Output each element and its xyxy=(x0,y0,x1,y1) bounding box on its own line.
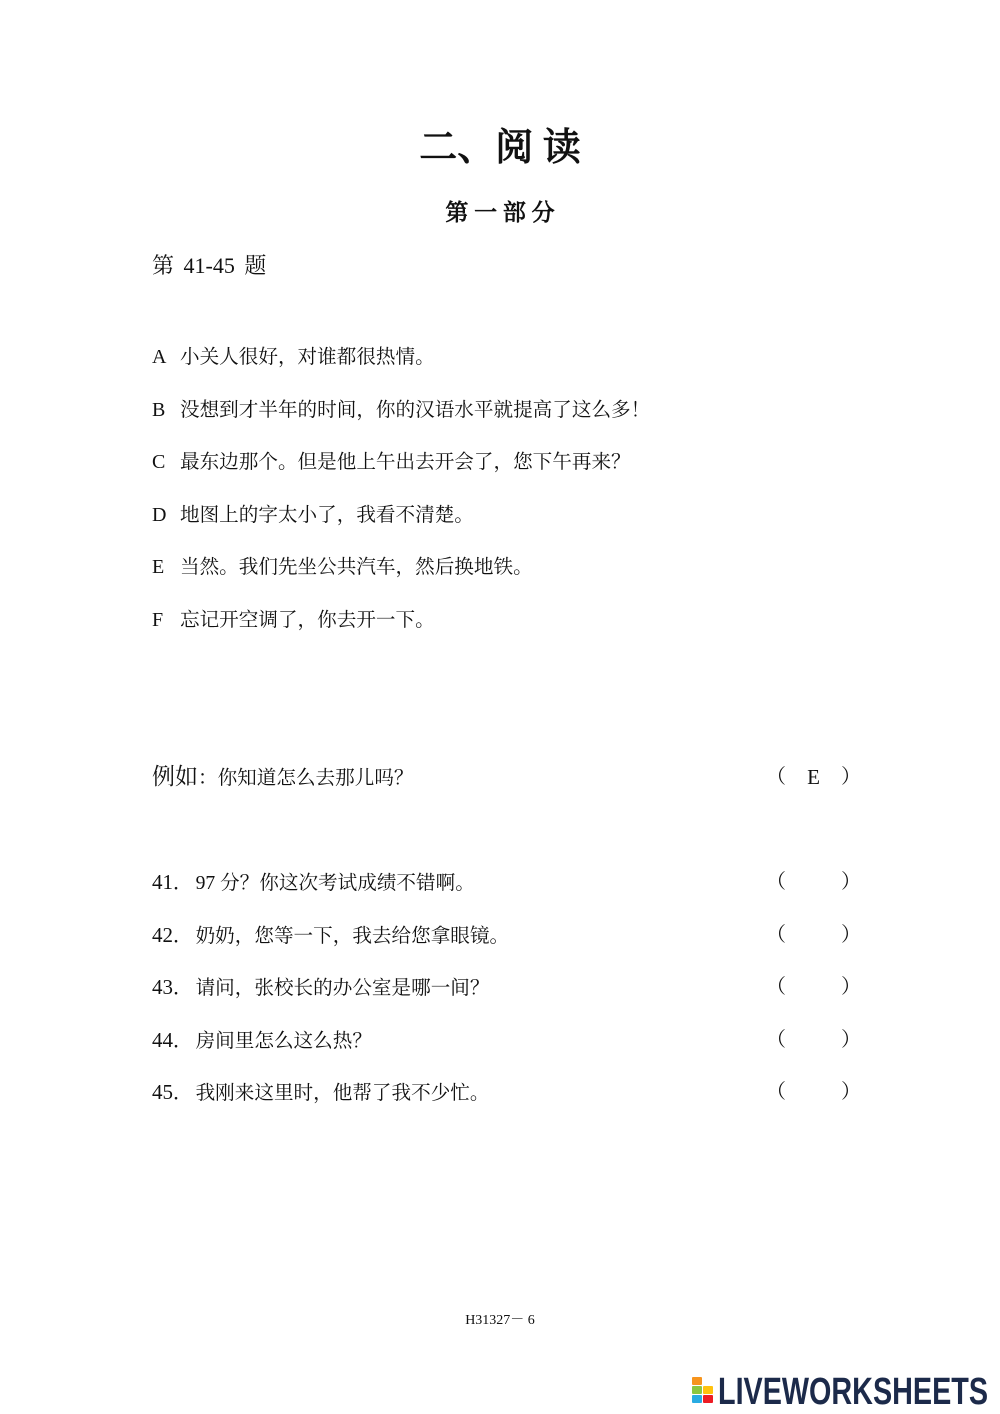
option-letter: A xyxy=(152,346,167,368)
open-bracket: （ xyxy=(766,766,786,788)
option-letter: C xyxy=(152,451,166,474)
answer-brackets xyxy=(766,1026,861,1054)
page-footer-code: H31327－ 6 xyxy=(465,1313,535,1328)
option-text: 当然。我们先坐公共汽车，然后换地铁。 xyxy=(180,557,533,579)
question-number: 42 xyxy=(152,922,173,947)
option-letter: F xyxy=(152,608,164,631)
liveworksheets-logo[interactable] xyxy=(692,1374,990,1406)
question-dot: ． xyxy=(173,873,193,894)
question-text: 97 分？你这次考试成绩不错啊。 xyxy=(195,873,475,894)
question-dot: ． xyxy=(173,1030,193,1052)
question-number: 44 xyxy=(152,1027,173,1052)
answer-slot[interactable] xyxy=(786,1027,841,1053)
question-41 xyxy=(152,868,872,921)
question-text: 请问，张校长的办公室是哪一间？ xyxy=(195,978,490,999)
open-bracket: （ xyxy=(766,1028,786,1051)
answer-option-f xyxy=(152,606,852,659)
question-dot: ． xyxy=(173,925,193,947)
logo-tile-icon xyxy=(692,1386,702,1394)
answer-options-list xyxy=(152,343,852,659)
logo-wordmark xyxy=(718,1374,990,1406)
answer-brackets xyxy=(766,1078,861,1106)
question-number: 45 xyxy=(152,1080,173,1104)
question-43 xyxy=(152,973,872,1026)
example-text: 你知道怎么去那儿吗？ xyxy=(217,768,414,789)
answer-slot[interactable] xyxy=(786,869,841,895)
option-text: 地图上的字太小了，我看不清楚。 xyxy=(180,504,474,526)
example-label: 例如 xyxy=(152,764,198,789)
question-44 xyxy=(152,1026,872,1079)
example-question xyxy=(152,763,872,791)
option-letter: E xyxy=(152,556,165,579)
answer-option-b xyxy=(152,396,852,449)
questions-list xyxy=(152,868,872,1131)
answer-option-a xyxy=(152,343,852,396)
example-separator: ： xyxy=(198,768,218,789)
option-text: 没想到才半年的时间，你的汉语水平就提高了这么多！ xyxy=(180,399,651,421)
logo-tile-icon xyxy=(703,1386,713,1394)
close-bracket: ） xyxy=(841,766,861,788)
close-bracket: ） xyxy=(841,871,861,893)
open-bracket: （ xyxy=(766,871,786,893)
example-answer: E xyxy=(807,765,820,789)
answer-brackets xyxy=(766,921,861,949)
answer-brackets xyxy=(766,868,861,896)
answer-option-d xyxy=(152,501,852,554)
option-text: 小关人很好，对谁都很热情。 xyxy=(180,347,435,368)
question-range-label: 第 41-45 题 xyxy=(152,253,267,278)
option-letter: B xyxy=(152,398,166,421)
open-bracket: （ xyxy=(766,976,786,998)
close-bracket: ） xyxy=(841,976,861,998)
question-text: 我刚来这里时，他帮了我不少忙。 xyxy=(195,1083,490,1104)
logo-tile-icon xyxy=(692,1395,702,1403)
question-number: 43 xyxy=(152,975,173,999)
option-text: 忘记开空调了，你去开一下。 xyxy=(180,609,435,631)
answer-option-c xyxy=(152,448,852,501)
question-dot: ． xyxy=(173,978,193,999)
option-letter: D xyxy=(152,503,167,526)
question-text: 奶奶，您等一下，我去给您拿眼镜。 xyxy=(195,925,510,947)
question-number: 41 xyxy=(152,870,173,894)
question-text: 房间里怎么这么热？ xyxy=(195,1030,372,1052)
question-45 xyxy=(152,1078,872,1131)
answer-slot[interactable] xyxy=(786,974,841,1000)
answer-slot[interactable] xyxy=(786,922,841,948)
logo-text: LIVEWORKSHEETS xyxy=(718,1374,988,1406)
close-bracket: ） xyxy=(841,1028,861,1051)
section-title: 二、阅 读 xyxy=(419,127,581,169)
answer-option-e xyxy=(152,553,852,606)
open-bracket: （ xyxy=(766,923,786,946)
option-text: 最东边那个。但是他上午出去开会了，您下午再来？ xyxy=(180,452,631,474)
logo-tile-icon xyxy=(692,1377,702,1385)
logo-tile-icon xyxy=(703,1395,713,1403)
question-42 xyxy=(152,921,872,974)
question-dot: ． xyxy=(173,1083,193,1104)
close-bracket: ） xyxy=(841,1081,861,1103)
open-bracket: （ xyxy=(766,1081,786,1103)
answer-brackets xyxy=(766,973,861,1001)
answer-brackets xyxy=(766,763,861,791)
close-bracket: ） xyxy=(841,923,861,946)
part-title: 第 一 部 分 xyxy=(445,200,555,225)
answer-slot[interactable] xyxy=(786,1079,841,1105)
